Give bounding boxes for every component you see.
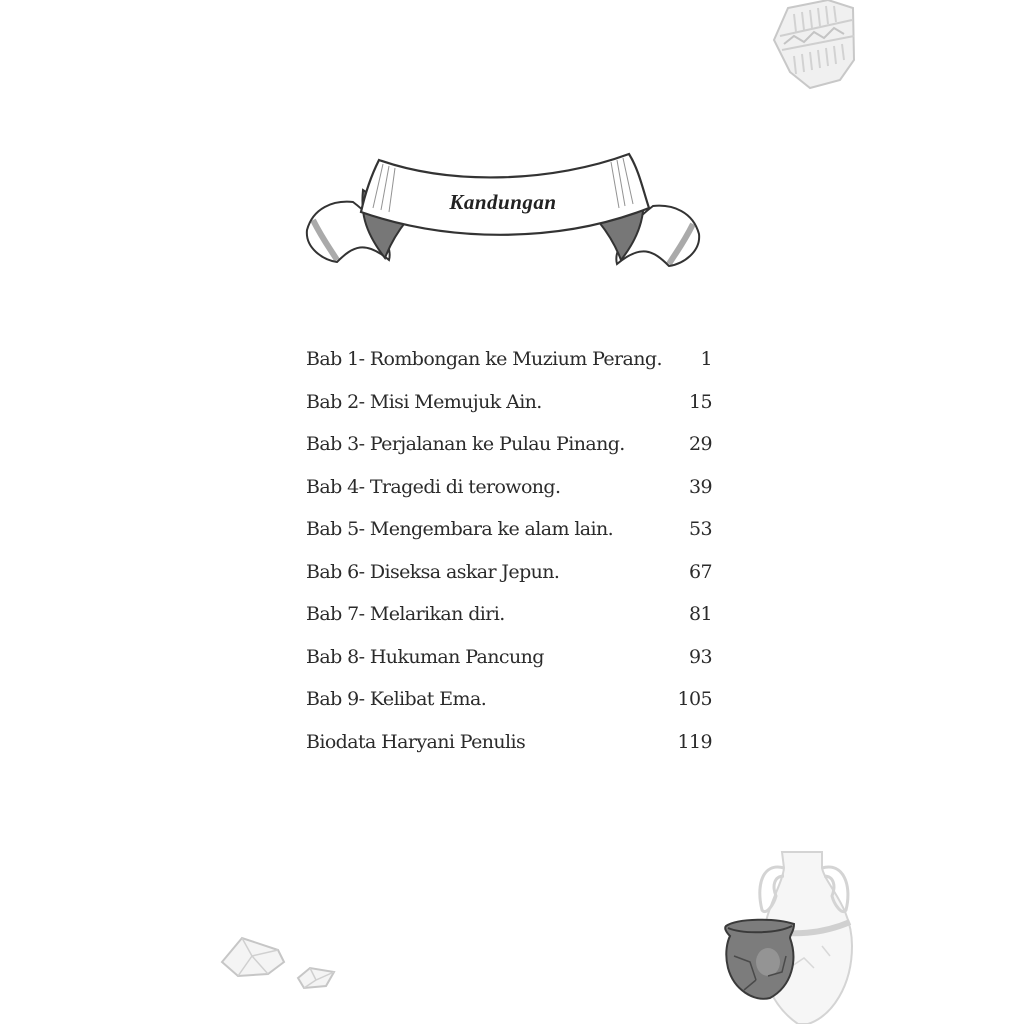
toc-row[interactable] [306, 678, 712, 721]
toc-title: Bab 7- Melarikan diri. [306, 603, 505, 625]
toc-row[interactable] [306, 551, 712, 594]
toc-row[interactable] [306, 636, 712, 679]
toc-page-number: 53 [689, 518, 712, 540]
toc-row[interactable] [306, 593, 712, 636]
toc-page-number: 105 [677, 688, 712, 710]
toc-title: Bab 4- Tragedi di terowong. [306, 475, 561, 498]
toc-page-number: 29 [689, 433, 712, 455]
toc-page-number: 119 [677, 730, 712, 753]
toc-page-number: 67 [689, 560, 712, 583]
toc-row[interactable] [306, 466, 712, 509]
toc-page-number: 39 [689, 475, 712, 498]
toc-title: Bab 5- Mengembara ke alam lain. [306, 518, 614, 540]
pottery-shard-icon [768, 0, 858, 90]
toc-title: Bab 9- Kelibat Ema. [306, 688, 487, 710]
table-of-contents [306, 338, 712, 763]
toc-page-number: 15 [689, 390, 712, 413]
toc-title: Biodata Haryani Penulis [306, 730, 526, 753]
toc-page-number: 81 [689, 603, 712, 625]
toc-row[interactable] [306, 721, 712, 764]
heading-banner [303, 150, 703, 278]
toc-page-number: 1 [700, 348, 712, 370]
toc-title: Bab 8- Hukuman Pancung [306, 645, 544, 668]
toc-row[interactable] [306, 381, 712, 424]
page-title: Kandungan [449, 190, 557, 214]
toc-title: Bab 2- Misi Memujuk Ain. [306, 390, 542, 413]
toc-row[interactable] [306, 508, 712, 551]
toc-row[interactable] [306, 423, 712, 466]
toc-title: Bab 6- Diseksa askar Jepun. [306, 560, 560, 583]
toc-page-number: 93 [689, 645, 712, 668]
toc-title: Bab 1- Rombongan ke Muzium Perang. [306, 348, 662, 370]
clay-pot-icon [720, 916, 798, 1000]
toc-row[interactable] [306, 338, 712, 381]
toc-title: Bab 3- Perjalanan ke Pulau Pinang. [306, 433, 625, 455]
crystal-shards-icon [218, 932, 340, 990]
